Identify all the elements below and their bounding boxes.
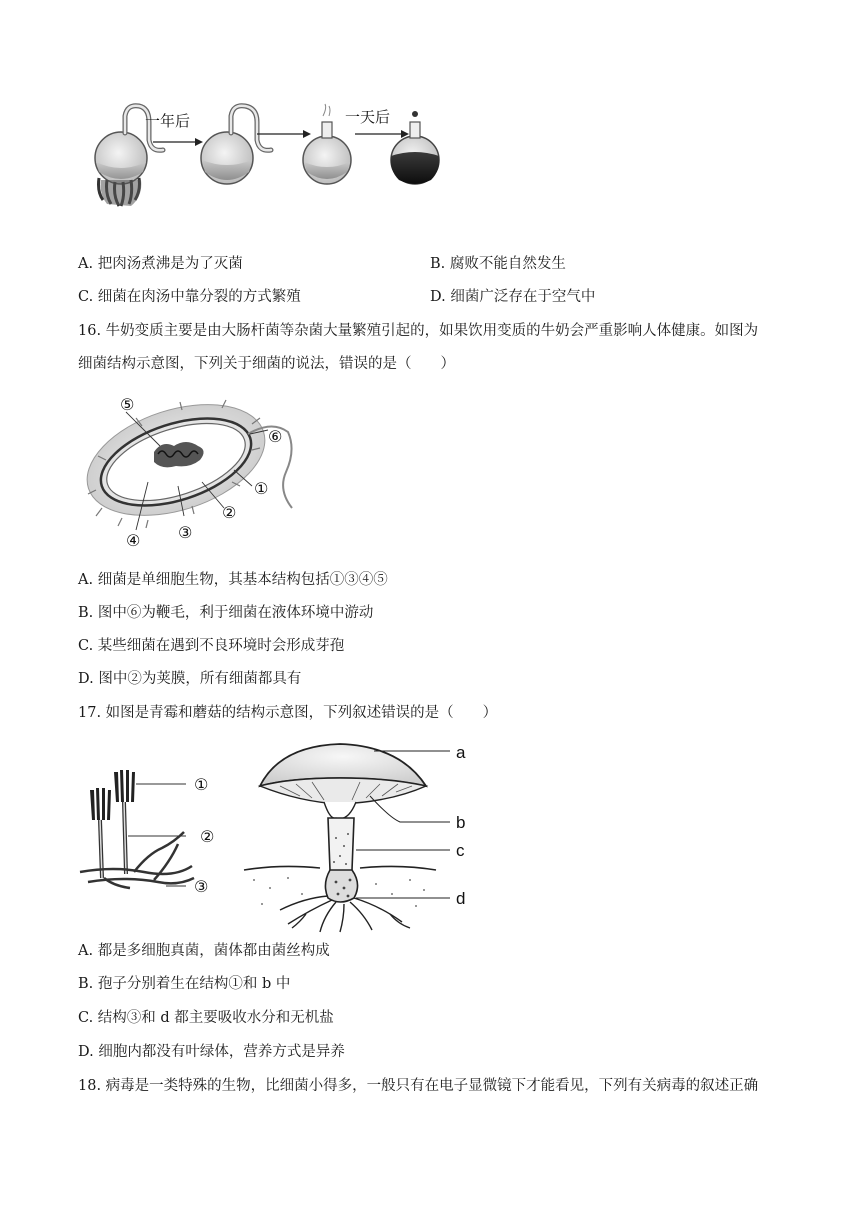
mushroom-label-c: c (456, 841, 465, 860)
q16-stem-line1: 16. 牛奶变质主要是由大肠杆菌等杂菌大量繁殖引起的，如果饮用变质的牛奶会严重影响人体健康。如图为 (78, 323, 759, 339)
q17-option-d[interactable]: D. 细胞内都没有叶绿体，营养方式是异养 (78, 1044, 345, 1060)
q16-option-a[interactable]: A. 细菌是单细胞生物，其基本结构包括①③④⑤ (78, 572, 388, 588)
mushroom-base (325, 870, 357, 902)
q17-option-c[interactable]: C. 结构③和 d 都主要吸收水分和无机盐 (78, 1010, 334, 1026)
label-4: ④ (126, 533, 141, 550)
mushroom-gills (260, 778, 426, 804)
label-3: ③ (178, 525, 193, 542)
q15-option-b[interactable]: B. 腐败不能自然发生 (430, 256, 566, 272)
mushroom-stipe (328, 818, 354, 872)
label-one-year-later: 一年后 (145, 113, 191, 130)
label-6: ⑥ (268, 429, 283, 446)
flask-one-year (201, 106, 271, 184)
q15-option-d[interactable]: D. 细菌广泛存在于空气中 (430, 289, 596, 305)
q17-option-b[interactable]: B. 孢子分别着生在结构①和 b 中 (78, 976, 291, 992)
q16-option-c[interactable]: C. 某些细菌在遇到不良环境时会形成芽孢 (78, 638, 345, 654)
mushroom-label-d: d (456, 889, 466, 908)
label-1: ① (254, 481, 269, 498)
q17-stem: 17. 如图是青霉和蘑菇的结构示意图，下列叙述错误的是（ ） (78, 705, 498, 721)
penicillium-label-3: ③ (194, 879, 209, 896)
penicillium-label-2: ② (200, 829, 215, 846)
penicillium-label-1: ① (194, 777, 209, 794)
mushroom-label-b: b (456, 813, 466, 832)
mushroom-label-a: a (456, 743, 466, 762)
bacterium-figure (82, 390, 322, 550)
q15-option-c[interactable]: C. 细菌在肉汤中靠分裂的方式繁殖 (78, 289, 301, 305)
penicillium-figure (74, 762, 224, 896)
q17-option-a[interactable]: A. 都是多细胞真菌，菌体都由菌丝构成 (78, 943, 330, 959)
flask-spoiled (391, 111, 440, 184)
flask-neck-broken (303, 104, 351, 184)
q15-option-a[interactable]: A. 把肉汤煮沸是为了灭菌 (78, 256, 243, 272)
label-one-day-later: 一天后 (345, 109, 391, 126)
q18-stem-line1: 18. 病毒是一类特殊的生物，比细菌小得多，一般只有在电子显微镜下才能看见，下列有关病毒的叙述正确 (78, 1078, 759, 1094)
label-5: ⑤ (120, 397, 135, 414)
label-2: ② (222, 505, 237, 522)
q16-option-b[interactable]: B. 图中⑥为鞭毛，利于细菌在液体环境中游动 (78, 605, 374, 621)
q16-stem-line2: 细菌结构示意图，下列关于细菌的说法，错误的是（ ） (78, 356, 455, 372)
mushroom-figure (240, 738, 472, 934)
swan-neck-flask-figure (85, 100, 445, 208)
q16-option-d[interactable]: D. 图中②为荚膜，所有细菌都具有 (78, 671, 302, 687)
